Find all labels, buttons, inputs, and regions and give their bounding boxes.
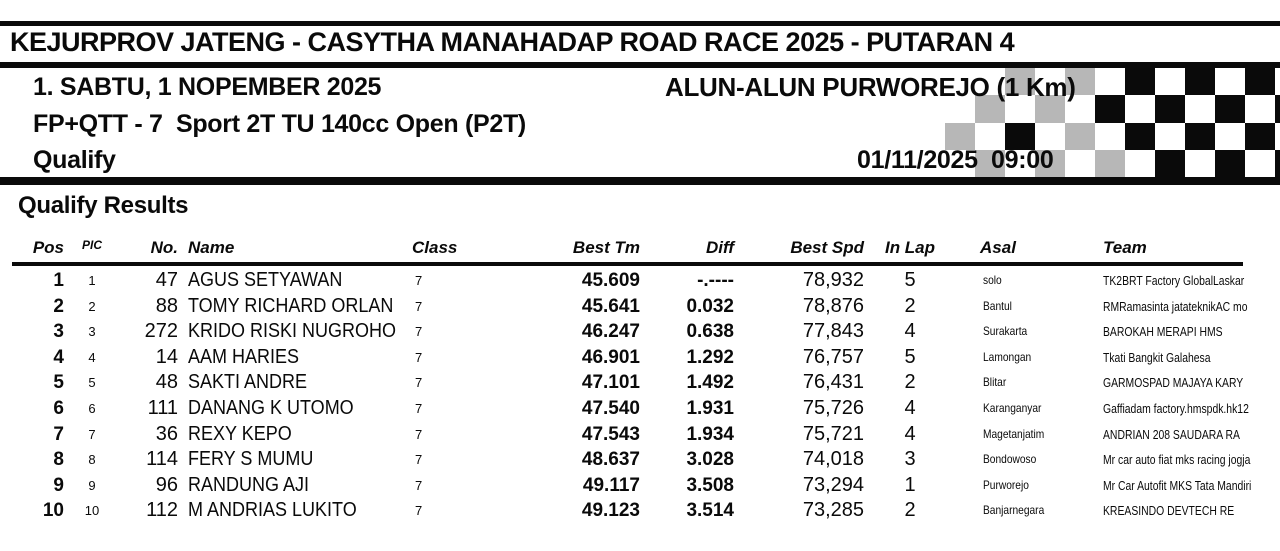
col-header-no: No. [150, 238, 178, 257]
cell-in_lap: 4 [904, 422, 916, 445]
flag-square [1155, 95, 1185, 122]
cell-best_tm: 46.901 [581, 346, 640, 368]
col-header-in_lap: In Lap [884, 238, 936, 257]
cell-pos: 6 [53, 397, 64, 419]
cell-pos: 7 [53, 423, 64, 445]
cell-team: Mr Car Autofit MKS Tata Mandiri [1103, 477, 1252, 493]
cell-diff: 0.032 [686, 295, 734, 317]
cell-diff: 3.508 [686, 474, 734, 496]
results-heading: Qualify Results [18, 192, 189, 219]
cell-name: M ANDRIAS LUKITO [188, 499, 357, 522]
cell-best_tm: 45.641 [581, 295, 640, 317]
cell-class: 7 [415, 503, 423, 519]
cell-no: 111 [147, 396, 178, 419]
cell-in_lap: 2 [904, 371, 916, 394]
cell-no: 88 [155, 294, 178, 317]
cell-pic: 3 [88, 324, 96, 340]
cell-in_lap: 4 [904, 320, 916, 343]
cell-no: 114 [146, 448, 178, 471]
cell-class: 7 [415, 375, 423, 391]
flag-square [1125, 68, 1155, 95]
cell-pic: 1 [88, 273, 96, 288]
result-row [0, 396, 1280, 422]
cell-in_lap: 1 [904, 473, 916, 496]
flag-square [1125, 123, 1155, 150]
cell-asal: Blitar [983, 375, 1007, 390]
cell-pic: 7 [88, 426, 96, 442]
cell-diff: 1.492 [686, 372, 734, 394]
cell-team: GARMOSPAD MAJAYA KARY [1103, 375, 1244, 391]
cell-name: AGUS SETYAWAN [188, 269, 343, 291]
cell-name: DANANG K UTOMO [188, 396, 354, 419]
cell-team: RMRamasinta jatateknikAC mo [1103, 298, 1248, 314]
cell-name: FERY S MUMU [188, 448, 314, 471]
cell-team: Mr car auto fiat mks racing jogja [1103, 452, 1251, 468]
cell-diff: 3.514 [686, 500, 734, 522]
result-row [0, 345, 1280, 371]
cell-team: BAROKAH MERAPI HMS [1103, 324, 1223, 340]
result-row [0, 498, 1280, 524]
cell-team: Gaffiadam factory.hmspdk.hk12 [1103, 400, 1249, 416]
cell-best_spd: 77,843 [802, 320, 864, 343]
divider-top [0, 21, 1280, 26]
cell-best_tm: 47.540 [581, 397, 640, 419]
cell-diff: 1.292 [686, 346, 734, 368]
event-venue: ALUN-ALUN PURWOREJO (1 Km) [665, 72, 1076, 102]
cell-in_lap: 3 [904, 448, 916, 471]
cell-asal: Surakarta [983, 324, 1028, 339]
cell-class: 7 [415, 298, 423, 314]
col-header-best_tm: Best Tm [572, 238, 640, 257]
flag-square [1215, 95, 1245, 122]
cell-pic: 10 [84, 503, 100, 519]
cell-diff: -.---- [697, 270, 734, 291]
event-session: Qualify [33, 146, 116, 174]
cell-asal: Karanganyar [983, 400, 1042, 415]
cell-pos: 9 [53, 474, 64, 496]
flag-square [1155, 150, 1185, 177]
cell-class: 7 [415, 426, 423, 442]
flag-square [1185, 123, 1215, 150]
cell-pos: 1 [53, 270, 64, 291]
cell-class: 7 [415, 324, 423, 340]
cell-team: Tkati Bangkit Galahesa [1103, 349, 1211, 365]
cell-best_spd: 74,018 [802, 448, 864, 471]
cell-no: 36 [155, 422, 178, 445]
col-header-pic: PIC [81, 238, 102, 252]
flag-square [1275, 95, 1280, 122]
cell-pic: 9 [88, 477, 96, 493]
cell-pic: 2 [88, 298, 96, 314]
result-row [0, 319, 1280, 345]
event-datetime: 01/11/2025 09:00 [857, 146, 1054, 174]
col-header-best_spd: Best Spd [790, 238, 864, 257]
cell-best_tm: 48.637 [581, 449, 640, 471]
cell-name: AAM HARIES [188, 345, 300, 368]
cell-diff: 1.934 [686, 423, 734, 445]
cell-asal: Bantul [983, 298, 1012, 313]
cell-diff: 3.028 [686, 449, 734, 471]
cell-best_spd: 73,294 [802, 473, 864, 496]
cell-no: 96 [155, 473, 178, 496]
cell-best_tm: 47.101 [581, 372, 640, 394]
cell-best_spd: 73,285 [802, 499, 864, 522]
flag-square [1245, 123, 1275, 150]
header-underline [12, 262, 1243, 266]
cell-team: ANDRIAN 208 SAUDARA RA [1103, 426, 1240, 442]
cell-best_spd: 78,932 [802, 269, 864, 291]
result-row [0, 370, 1280, 396]
cell-no: 112 [146, 499, 178, 522]
cell-in_lap: 2 [904, 499, 916, 522]
cell-pos: 2 [53, 295, 64, 317]
cell-best_spd: 76,757 [802, 345, 864, 368]
cell-name: REXY KEPO [188, 422, 292, 445]
cell-no: 14 [155, 345, 178, 368]
cell-best_spd: 75,726 [802, 396, 864, 419]
cell-best_tm: 49.123 [581, 500, 640, 522]
cell-pic: 4 [88, 349, 96, 365]
cell-asal: Bondowoso [983, 452, 1037, 467]
flag-square [1095, 150, 1125, 177]
col-header-asal: Asal [980, 238, 1016, 257]
divider-under-info [0, 177, 1280, 185]
col-header-name: Name [188, 238, 235, 257]
cell-asal: Lamongan [983, 349, 1032, 364]
cell-best_spd: 75,721 [802, 422, 864, 445]
cell-diff: 0.638 [686, 321, 734, 343]
col-header-pos: Pos [32, 238, 64, 257]
result-row [0, 422, 1280, 448]
result-row [0, 294, 1280, 320]
cell-best_tm: 46.247 [581, 321, 640, 343]
cell-pos: 10 [42, 500, 64, 522]
cell-class: 7 [415, 349, 423, 365]
cell-class: 7 [415, 452, 423, 468]
cell-asal: Banjarnegara [983, 503, 1045, 518]
cell-asal: Purworejo [983, 477, 1029, 492]
cell-best_spd: 78,876 [802, 294, 864, 317]
col-header-class: Class [412, 238, 458, 257]
cell-class: 7 [415, 273, 423, 288]
cell-best_tm: 47.543 [581, 423, 640, 445]
cell-name: RANDUNG AJI [188, 473, 310, 496]
cell-no: 48 [155, 371, 178, 394]
cell-in_lap: 2 [904, 294, 916, 317]
page-title: KEJURPROV JATENG - CASYTHA MANAHADAP ROAD RACE 2025 - PUTARAN 4 [10, 27, 1015, 57]
cell-team: TK2BRT Factory GlobalLaskar [1103, 273, 1245, 288]
result-row [0, 447, 1280, 473]
cell-name: TOMY RICHARD ORLAN [188, 294, 394, 317]
cell-name: SAKTI ANDRE [188, 371, 308, 394]
cell-pic: 5 [88, 375, 96, 391]
flag-square [1275, 150, 1280, 177]
cell-pic: 6 [88, 400, 96, 416]
cell-pos: 4 [53, 346, 64, 368]
cell-in_lap: 5 [904, 269, 916, 291]
flag-square [1215, 150, 1245, 177]
cell-best_tm: 45.609 [581, 270, 640, 291]
event-schedule: 1. SABTU, 1 NOPEMBER 2025 [33, 73, 382, 101]
cell-name: KRIDO RISKI NUGROHO [188, 320, 397, 343]
event-class-line: FP+QTT - 7 Sport 2T TU 140cc Open (P2T) [33, 110, 526, 138]
cell-pos: 3 [53, 321, 64, 343]
cell-asal: Magetanjatim [983, 426, 1045, 441]
results-table-body [0, 268, 1280, 524]
cell-no: 47 [155, 269, 178, 291]
cell-asal: solo [983, 273, 1002, 287]
cell-diff: 1.931 [686, 397, 734, 419]
result-row [0, 473, 1280, 499]
flag-square [1245, 68, 1275, 95]
flag-square [1185, 68, 1215, 95]
cell-class: 7 [415, 400, 423, 416]
cell-pos: 5 [53, 372, 64, 394]
flag-square [1095, 95, 1125, 122]
cell-in_lap: 4 [904, 396, 916, 419]
cell-no: 272 [144, 320, 178, 343]
results-header-row [0, 238, 1280, 262]
col-header-team: Team [1103, 238, 1147, 257]
cell-best_tm: 49.117 [582, 474, 640, 496]
col-header-diff: Diff [705, 238, 734, 257]
flag-square [1065, 123, 1095, 150]
cell-best_spd: 76,431 [802, 371, 864, 394]
cell-in_lap: 5 [904, 345, 916, 368]
result-row [0, 268, 1280, 294]
cell-team: KREASINDO DEVTECH RE [1103, 503, 1235, 519]
cell-class: 7 [415, 477, 423, 493]
cell-pos: 8 [53, 449, 64, 471]
cell-pic: 8 [88, 452, 96, 468]
